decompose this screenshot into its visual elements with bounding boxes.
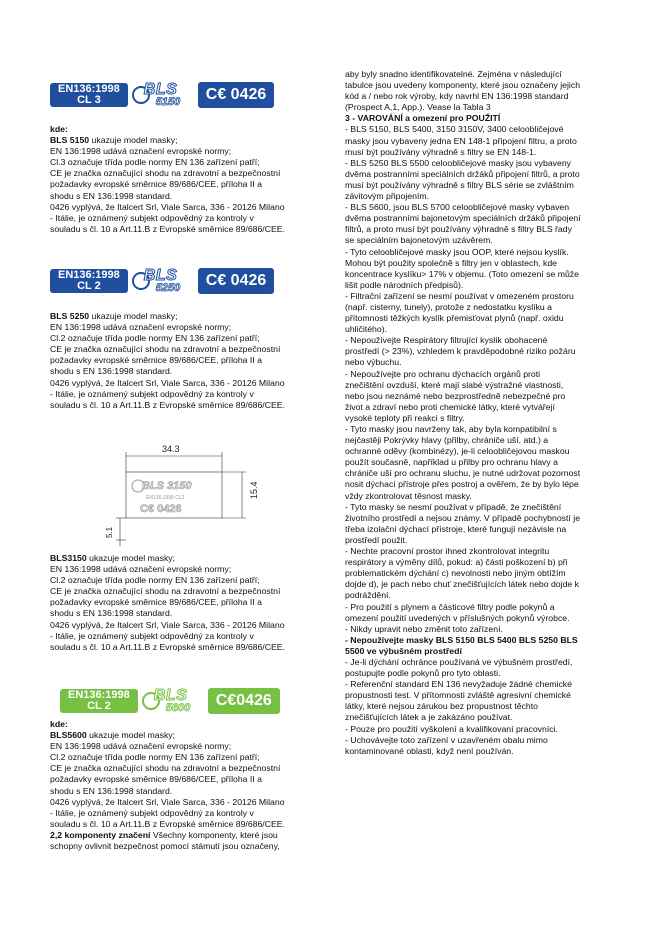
section-3150: BLS3150 ukazuje model masky;: [50, 553, 176, 563]
kde-label: kde:: [50, 124, 68, 134]
dimension-width: 34.3: [162, 444, 180, 454]
mark-line-2: EN136:1998 CL2: [146, 495, 185, 501]
section-3150-body: EN 136:1998 udává označení evropské normy; Cl.2 označuje třída podle normy EN 136 zařízení patří; CE je značka označující shodu na zdravotní a bezpečnostní požadavky evropské směrnice 89/686/CEE, příloha II a shodu s EN 136:1998 standard. 0426 vyplývá, že Italcert Srl, Viale Sarca, 336 - 20126 Milano - Itálie, je oznámený subjekt odpovědný za kontroly v souladu s čl. 10 a Art.11.B z Evropské směrnice 89/686/CEE.: [50, 564, 286, 652]
certification-badge-5250: [50, 266, 274, 296]
warnings-list: - Tyto celoobličejové masky jsou OOP, které nejsou kyslík. Mohou být použity společně s filtry jen v oblastech, kde koncentrace kyslíku> 17% v objemu. (Toto omezení se může lišit podle národních předpisů). - Filtrační zařízení se nesmí používat v omezeném prostoru (např. cisterny, tunely), protože z nedostatku kyslíku a přítomnosti těžkých kyslík přemisťovat plynů (např. oxidu uhličitého). - Nepoužívejte Respirátory filtrující kyslík obohacené prostředí (> 23%), vzhledem k pravděpodobné riziko požáru nebo výbuchu. - Nepoužívejte pro ochranu dýchacích orgánů proti znečištění ovzduší, které mají slabé výstražné vlastnosti, nebo jsou neznámé nebo bezprostředně nebezpečné pro život a zdraví nebo proti chemické látky, které vytvářejí vysoké teploty při reakci s filtry. - Tyto masky jsou navrženy tak, aby byla kompatibilní s nejčastěji Pokrývky hlavy (přilby, chrániče uší, atd.) a ochranné oděvy (kombinézy), je-li celoobličejovou maskou použít současně, například u přilby pro ochranu hlavy a chrániče uší pro ochranu sluchu, je nutné udržovat pozornost nosit dýchací přístroje přes postroj a ověřem, že by bylo lépe vždy zkontrolovat těsnost masky. - Tyto masky se nesmí používat v případě, že znečištění životního prostředí a nejsou známy. V případě pochybností je třeba izolační dýchací přístroje, které fungují nezávisle na prostředí použit. - Nechte pracovní prostor ihned zkontrolovat integritu respirátory a výměny dílů, pokud: a) části poškození b) při problematickém dýchání c) nevolnosti nebo jiným obtížím dojde d), je pach nebo chuť znečišťujících látek nebo dojde k podráždění. - Pro použití s plynem a částicové filtry podle pokynů a omezení použití uvedených v příslušných pokynů výrobce. - Nikdy upravit nebo změnit toto zařízení.: [345, 246, 581, 634]
warning-filters-bayonet: - BLS 5600, jsou BLS 5700 celoobličejové masky vybaven dvěma postranními bajonetovým speciálních držáků připojení filtrů, a proto musí být používány výhradně s filtry BLS řady se speciálním bajonetovým uzávěrem.: [345, 202, 581, 246]
section-5250: BLS 5250 ukazuje model masky;: [50, 311, 178, 321]
section-5150: BLS 5150 ukazuje model masky;: [50, 135, 178, 146]
left-column-3150: [50, 553, 312, 653]
section-5600-body: EN 136:1998 udává označení evropské normy; Cl.2 označuje třída podle normy EN 136 zařízení patří; CE je značka označující shodu na zdravotní a bezpečnostní požadavky evropské směrnice 89/686/CEE, příloha II a shodu s EN 136:1998 standard. 0426 vyplývá, že Italcert Srl, Viale Sarca, 336 - 20126 Milano - Itálie, je oznámený subjekt odpovědný za kontroly v souladu s čl. 10 a Art.11.B z Evropské směrnice 89/686/CEE.: [50, 741, 286, 829]
section-components: 2,2 komponenty značení Všechny komponenty, které jsou schopny ovlivnit bezpečnost pomocí stámutí jsou označeny,: [50, 829, 280, 852]
warnings-list-end: - Je-li dýchání ochránce používaná ve výbušném prostředí, postupujte podle pokynů pro tyto oblasti. - Referenční standard EN 136 nevyžaduje žádné chemické propustnosti test. V přítomnosti zvláště agresivní chemické látky, které nejsou zárukou bez propustnost těchto znečišťujících látek a je zakázáno používat. - Pouze pro použití vyškolení a kvalifikovaní pracovníci. - Uchovávejte toto zařízení v uzavřeném obalu mimo kontaminované oblasti, když není používán.: [345, 656, 573, 756]
bls-logo: BLS 5250: [130, 268, 196, 294]
mark-line-1: BLS 3150: [142, 480, 192, 492]
bls-logo: BLS 5600: [140, 688, 206, 714]
warning-filters-148: - BLS 5150, BLS 5400, 3150 3150V, 3400 celoobličejové masky jsou vybaveny jedna EN 148-1 připojení filtru, a proto musí být používány výhradně s filtry se EN 148-1.: [345, 124, 577, 157]
ce-mark: C€ 0426: [198, 82, 275, 108]
standard-label: EN136:1998 CL 2: [50, 269, 128, 293]
ce-mark: C€0426: [208, 688, 280, 714]
dimension-height: 15.4: [249, 481, 259, 499]
standard-label: EN136:1998 CL 2: [60, 689, 138, 713]
warning-filters-bls: - BLS 5250 BLS 5500 celoobličejové masky jsou vybaveny dvěma postranními speciálních držáků připojení filtrů, a proto musí být používány výhradně s filtry BLS série se zvláštním závitovým připojením.: [345, 157, 580, 202]
certification-badge-5600: [60, 686, 280, 716]
section-5250-body: EN 136:1998 udává označení evropské normy; Cl.2 označuje třída podle normy EN 136 zařízení patří; CE je značka označující shodu na zdravotní a bezpečnostní požadavky evropské směrnice 89/686/CEE, příloha II a shodu s EN 136:1998 standard. 0426 vyplývá, že Italcert Srl, Viale Sarca, 336 - 20126 Milano - Itálie, je oznámený subjekt odpovědný za kontroly v souladu s čl. 10 a Art.11.B z Evropské směrnice 89/686/CEE.: [50, 322, 286, 410]
certification-badge-5150: [50, 80, 274, 110]
left-column-5600: [50, 719, 312, 852]
warning-explosive: - Nepoužívejte masky BLS 5150 BLS 5400 BLS 5250 BLS 5500 ve výbušném prostředí: [345, 634, 578, 656]
kde-label: kde:: [50, 719, 68, 729]
right-column: [345, 69, 607, 757]
bls-logo: BLS 5150: [130, 82, 196, 108]
mark-line-3: C€ 0426: [140, 503, 182, 515]
marking-diagram: [96, 440, 276, 550]
left-column: [50, 124, 312, 235]
section-5600: BLS5600 ukazuje model masky;: [50, 730, 176, 741]
dimension-side: 5.1: [105, 526, 114, 538]
right-intro: aby byly snadno identifikovatelné. Zejména v následující tabulce jsou uvedeny komponenty, které jsou označeny jejich kód a / nebo rok výroby, kdy navrhl EN 136:1998 standard (Prospect A,1, App.). Vease la Tabla 3: [345, 69, 581, 113]
ce-mark: C€ 0426: [198, 268, 275, 294]
section-5150-body: EN 136:1998 udává označení evropské normy; Cl.3 označuje třída podle normy EN 136 zařízení patří; CE je značka označující shodu na zdravotní a bezpečnostní požadavky evropské směrnice 89/686/CEE, příloha II a shodu s EN 136:1998 standard. 0426 vyplývá, že Italcert Srl, Viale Sarca, 336 - 20126 Milano - Itálie, je oznámený subjekt odpovědný za kontroly v souladu s čl. 10 a Art.11.B z Evropské směrnice 89/686/CEE.: [50, 146, 286, 234]
warnings-heading: 3 - VAROVÁNÍ a omezení pro POUŽITÍ: [345, 113, 501, 124]
left-column-5250: [50, 311, 312, 411]
standard-label: EN136:1998 CL 3: [50, 83, 128, 107]
